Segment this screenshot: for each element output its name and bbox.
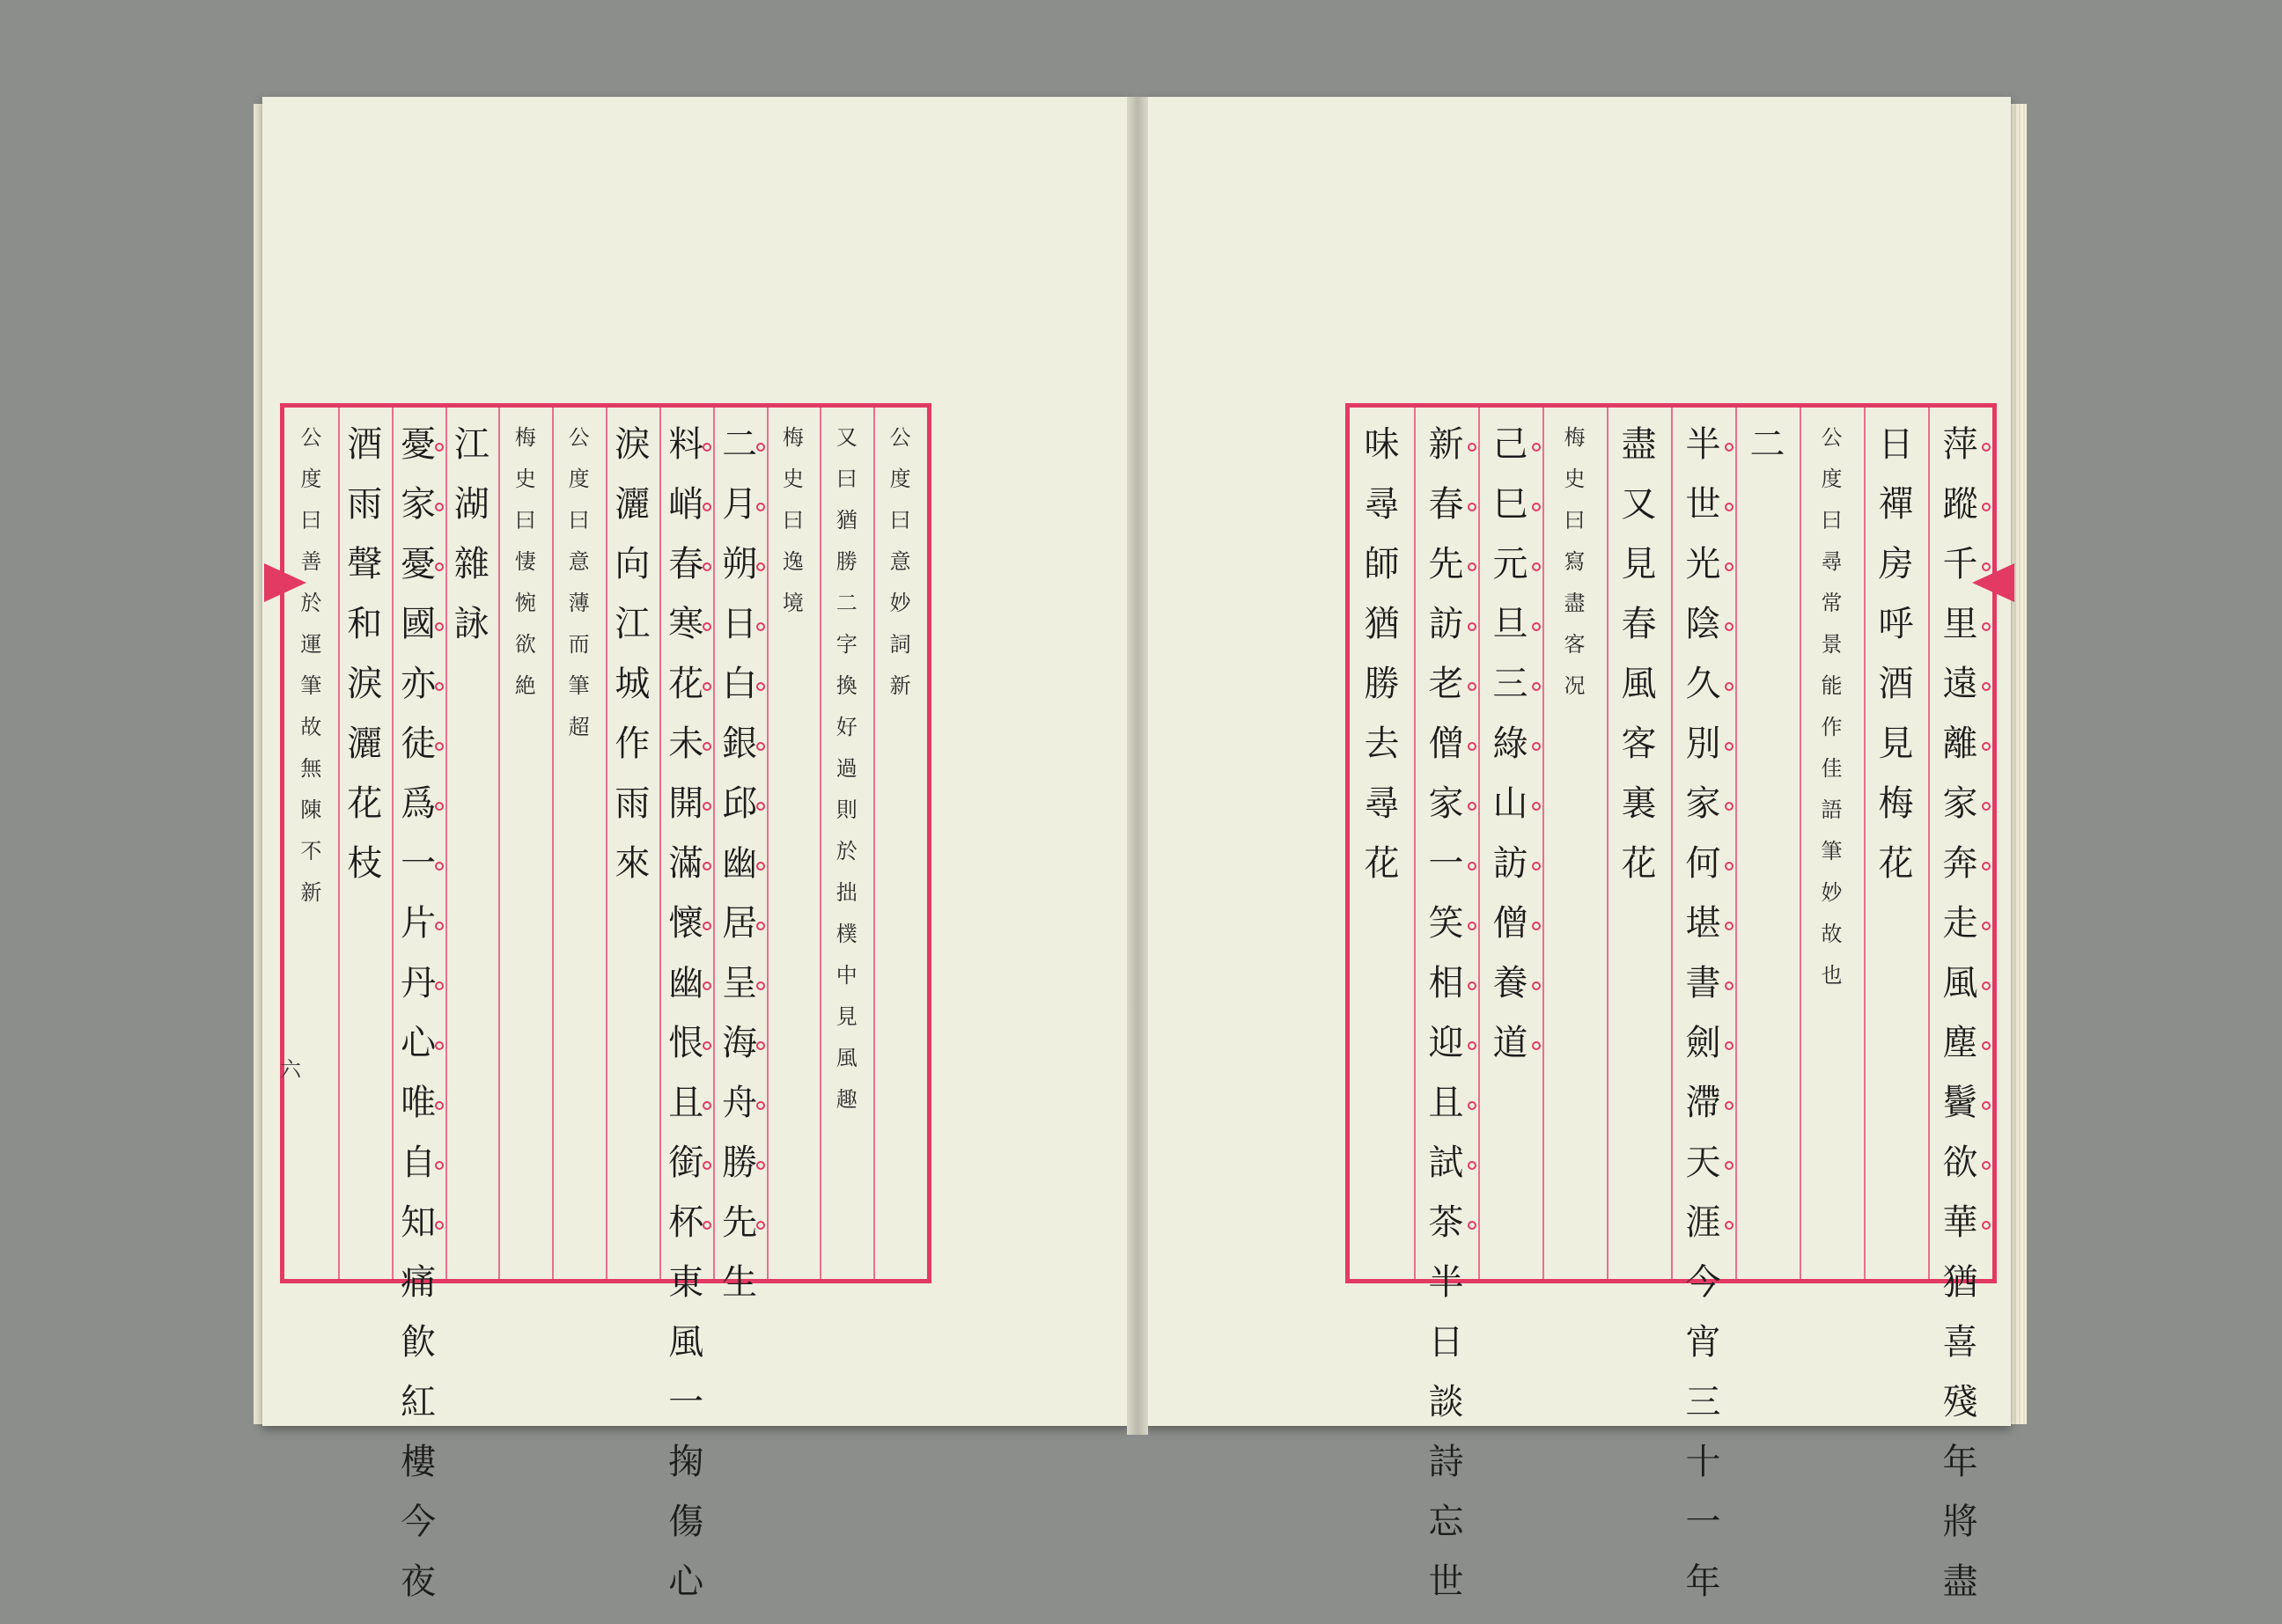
punctuation-circle	[756, 742, 765, 751]
punctuation-circle	[703, 981, 711, 990]
left-text-frame	[280, 403, 931, 1602]
punctuation-circle	[435, 1221, 444, 1230]
punctuation-circle	[703, 443, 711, 452]
punctuation-circle	[756, 503, 765, 511]
punctuation-circle	[756, 622, 765, 631]
punctuation-circle	[1468, 802, 1476, 811]
punctuation-circle	[1468, 1221, 1476, 1230]
punctuation-circle	[435, 922, 444, 930]
punctuation-circle	[756, 802, 765, 811]
punctuation-circle	[435, 1041, 444, 1050]
punctuation-circle	[1468, 742, 1476, 751]
text-column: 淚 灑 向 江 城 作 雨 來	[615, 424, 651, 884]
punctuation-circle	[1468, 622, 1476, 631]
text-column: 味 尋 師 猶 勝 去 尋 花	[1364, 424, 1400, 884]
punctuation-circle	[703, 562, 711, 571]
book-gutter	[1127, 97, 1148, 1435]
punctuation-circle	[1468, 503, 1476, 511]
punctuation-circle	[435, 862, 444, 871]
text-column: 日 禪 房 呼 酒 見 梅 花	[1878, 424, 1914, 884]
text-column: 公 度 曰 意 妙 詞 新	[889, 425, 911, 698]
punctuation-circle	[703, 622, 711, 631]
punctuation-circle	[1532, 981, 1541, 990]
punctuation-circle	[756, 562, 765, 571]
punctuation-circle	[1725, 1161, 1734, 1170]
punctuation-circle	[1725, 1041, 1734, 1050]
punctuation-circle	[1532, 922, 1541, 930]
text-column: 憂 家 憂 國 亦 徒 爲 一 片 丹 心 唯 自 知 痛 飮 紅 樓 今 夜	[401, 424, 437, 1602]
punctuation-circle	[435, 503, 444, 511]
punctuation-circle	[1532, 742, 1541, 751]
punctuation-circle	[1725, 443, 1734, 452]
punctuation-circle	[1532, 802, 1541, 811]
punctuation-circle	[1982, 1041, 1991, 1050]
text-column: 己 巳 元 旦 三 綠 山 訪 僧 養 道	[1492, 424, 1528, 1063]
punctuation-circle	[703, 802, 711, 811]
punctuation-circle	[1468, 1101, 1476, 1110]
punctuation-circle	[1468, 682, 1476, 691]
punctuation-circle	[1725, 682, 1734, 691]
text-column: 又 曰 猶 勝 二 字 換 好 過 則 於 拙 樸 中 見 風 趣	[836, 425, 858, 1112]
text-column: 二 月 朔 日 白 銀 邱 幽 居 呈 海 舟 勝 先 生	[722, 424, 758, 1303]
punctuation-circle	[1982, 503, 1991, 511]
punctuation-circle	[1532, 1041, 1541, 1050]
text-column: 半 世 光 陰 久 別 家 何 堪 書 劍 滯 天 涯 今 宵 三 十 一 年	[1685, 424, 1721, 1602]
punctuation-circle	[1468, 1041, 1476, 1050]
punctuation-circle	[1725, 1221, 1734, 1230]
punctuation-circle	[756, 1221, 765, 1230]
punctuation-circle	[1468, 981, 1476, 990]
punctuation-circle	[1725, 802, 1734, 811]
text-column: 梅 史 曰 寫 盡 客 况	[1564, 425, 1586, 698]
text-column: 萍 蹤 千 里 遠 離 家 奔 走 風 塵 鬢 欲 華 猶 喜 殘 年 將 盡	[1942, 424, 1978, 1602]
punctuation-circle	[703, 862, 711, 871]
punctuation-circle	[1725, 622, 1734, 631]
text-column: 二	[1749, 424, 1785, 465]
text-column: 梅 史 曰 逸 境	[782, 425, 804, 615]
punctuation-circle	[1982, 682, 1991, 691]
punctuation-circle	[1982, 1101, 1991, 1110]
punctuation-circle	[435, 443, 444, 452]
punctuation-circle	[703, 1221, 711, 1230]
punctuation-circle	[1725, 862, 1734, 871]
punctuation-circle	[1982, 1221, 1991, 1230]
text-column: 公 度 曰 善 於 運 筆 故 無 陳 不 新	[300, 425, 322, 905]
text-column: 梅 史 曰 悽 惋 欲 絶	[514, 425, 536, 698]
punctuation-circle	[1982, 1161, 1991, 1170]
punctuation-circle	[435, 682, 444, 691]
punctuation-circle	[1532, 562, 1541, 571]
punctuation-circle	[1982, 802, 1991, 811]
punctuation-circle	[1725, 742, 1734, 751]
punctuation-circle	[1468, 922, 1476, 930]
punctuation-circle	[1468, 443, 1476, 452]
punctuation-circle	[756, 1161, 765, 1170]
punctuation-circle	[435, 742, 444, 751]
punctuation-circle	[703, 503, 711, 511]
punctuation-circle	[435, 562, 444, 571]
punctuation-circle	[756, 922, 765, 930]
punctuation-circle	[1468, 562, 1476, 571]
punctuation-circle	[703, 922, 711, 930]
punctuation-circle	[435, 1161, 444, 1170]
punctuation-circle	[1982, 922, 1991, 930]
punctuation-circle	[1532, 622, 1541, 631]
right-text-frame	[1345, 403, 1997, 1602]
text-column: 江 湖 雜 詠	[453, 424, 490, 644]
punctuation-circle	[435, 622, 444, 631]
punctuation-circle	[1725, 922, 1734, 930]
punctuation-circle	[703, 682, 711, 691]
text-column: 酒 雨 聲 和 淚 灑 花 枝	[347, 424, 383, 884]
punctuation-circle	[1982, 862, 1991, 871]
punctuation-circle	[1982, 562, 1991, 571]
punctuation-circle	[1532, 443, 1541, 452]
punctuation-circle	[703, 1101, 711, 1110]
punctuation-circle	[703, 1161, 711, 1170]
punctuation-circle	[756, 1041, 765, 1050]
column-rule	[1735, 408, 1737, 1279]
punctuation-circle	[1725, 562, 1734, 571]
punctuation-circle	[1532, 503, 1541, 511]
punctuation-circle	[1982, 622, 1991, 631]
punctuation-circle	[1468, 862, 1476, 871]
punctuation-circle	[435, 981, 444, 990]
punctuation-circle	[1468, 1161, 1476, 1170]
punctuation-circle	[1725, 503, 1734, 511]
punctuation-circle	[703, 742, 711, 751]
page-number: 六	[280, 1057, 301, 1082]
punctuation-circle	[1725, 1101, 1734, 1110]
punctuation-circle	[1982, 742, 1991, 751]
punctuation-circle	[1725, 981, 1734, 990]
punctuation-circle	[756, 443, 765, 452]
punctuation-circle	[756, 862, 765, 871]
text-column: 料 峭 春 寒 花 未 開 滿 懷 幽 恨 且 銜 杯 東 風 一 掬 傷 心	[668, 424, 704, 1602]
punctuation-circle	[756, 981, 765, 990]
text-column: 盡 又 見 春 風 客 裏 花	[1621, 424, 1657, 884]
text-column: 公 度 曰 意 薄 而 筆 超	[568, 425, 590, 739]
punctuation-circle	[1982, 443, 1991, 452]
punctuation-circle	[1532, 862, 1541, 871]
punctuation-circle	[1532, 682, 1541, 691]
punctuation-circle	[1982, 981, 1991, 990]
punctuation-circle	[435, 1101, 444, 1110]
text-column: 新 春 先 訪 老 僧 家 一 笑 相 迎 且 試 茶 半 日 談 詩 忘 世	[1428, 424, 1464, 1602]
punctuation-circle	[435, 802, 444, 811]
punctuation-circle	[703, 1041, 711, 1050]
punctuation-circle	[756, 682, 765, 691]
text-column: 公 度 曰 尋 常 景 能 作 佳 語 筆 妙 故 也	[1821, 425, 1843, 988]
punctuation-circle	[756, 1101, 765, 1110]
